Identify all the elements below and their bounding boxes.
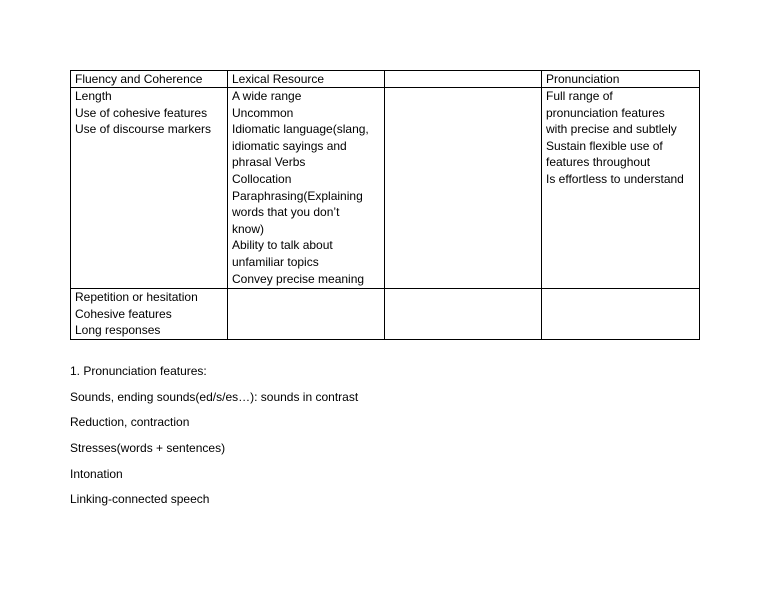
fluency-criterion: Length: [75, 89, 112, 103]
note-item: Stresses(words + sentences): [70, 441, 226, 456]
fluency-criterion: Use of discourse markers: [75, 122, 212, 137]
pronunciation-criterion: Sustain flexible use of: [546, 138, 663, 153]
rubric-table: [70, 70, 700, 340]
note-item: Reduction, contraction: [70, 415, 190, 430]
cell-fluency-criteria: [71, 88, 228, 289]
lexical-criterion: Ability to talk about: [232, 238, 333, 253]
note-item: Sounds, ending sounds(ed/s/es…): sounds in contrast: [70, 389, 359, 404]
lexical-criterion: Idiomatic language(slang,: [232, 122, 369, 137]
cell-pronunciation-criteria: [542, 88, 700, 289]
header-blank: [385, 71, 542, 88]
lexical-criterion: Paraphrasing(Explaining: [232, 188, 363, 203]
fluency-criterion: Cohesive features: [75, 306, 172, 321]
lexical-criterion: Collocation: [232, 171, 292, 186]
pronunciation-notes: [70, 363, 358, 517]
fluency-criterion: Long responses: [75, 323, 161, 338]
pronunciation-criterion: Is effortless to understand: [546, 171, 684, 186]
table-row: [71, 289, 700, 340]
pronunciation-criterion: features throughout: [546, 155, 651, 170]
cell-empty: [385, 289, 542, 340]
note-item: Linking-connected speech: [70, 492, 210, 507]
lexical-criterion: Uncommon: [232, 105, 294, 120]
pronunciation-criterion: with precise and subtlely: [546, 122, 677, 137]
lexical-criterion: words that you don’t: [232, 205, 340, 220]
fluency-criterion: Use of cohesive features: [75, 105, 208, 120]
lexical-criterion: A wide range: [232, 89, 302, 103]
lexical-criterion: unfamiliar topics: [232, 254, 319, 269]
cell-empty: [385, 88, 542, 289]
table-header-row: [71, 71, 700, 88]
lexical-criterion: phrasal Verbs: [232, 155, 306, 170]
cell-empty: [542, 289, 700, 340]
pronunciation-criterion: Full range of: [546, 89, 613, 103]
note-item: Intonation: [70, 466, 123, 481]
header-pronunciation: Pronunciation: [542, 71, 700, 88]
cell-empty: [228, 289, 385, 340]
header-fluency-coherence: Fluency and Coherence: [71, 71, 228, 88]
lexical-criterion: idiomatic sayings and: [232, 138, 347, 153]
notes-heading: 1. Pronunciation features:: [70, 364, 207, 378]
lexical-criterion: Convey precise meaning: [232, 271, 365, 286]
cell-lexical-criteria: [228, 88, 385, 289]
header-lexical-resource: Lexical Resource: [228, 71, 385, 88]
pronunciation-criterion: pronunciation features: [546, 105, 665, 120]
fluency-criterion: Repetition or hesitation: [75, 290, 198, 304]
cell-fluency-criteria: [71, 289, 228, 340]
lexical-criterion: know): [232, 221, 265, 236]
table-row: [71, 88, 700, 289]
